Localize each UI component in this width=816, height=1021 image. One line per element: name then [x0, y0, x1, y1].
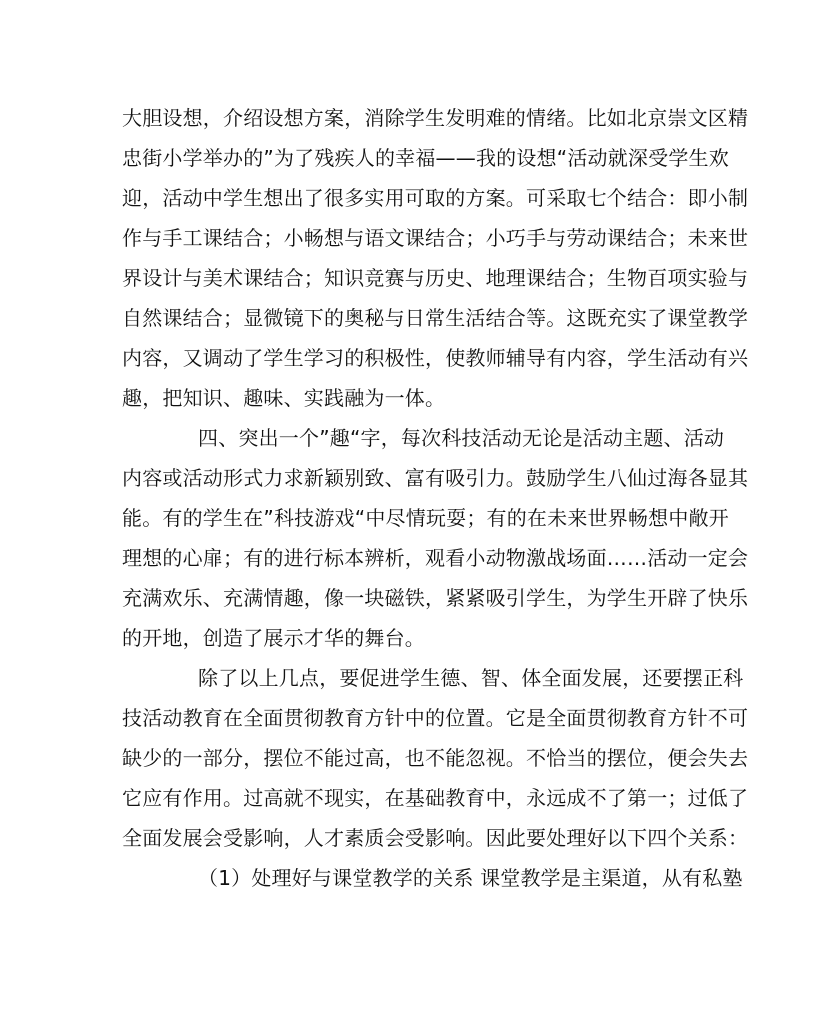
- paragraph-4: [122, 858, 743, 898]
- text-line: 内容，又调动了学生学习的积极性，使教师辅导有内容，学生活动有兴: [122, 346, 749, 370]
- text-line: 趣，把知识、趣味、实践融为一体。: [122, 386, 446, 410]
- text-line: 技活动教育在全面贯彻教育方针中的位置。它是全面贯彻教育方针不可: [122, 706, 749, 730]
- paragraph-2: [122, 418, 749, 658]
- text-line: 除了以上几点，要促进学生德、智、体全面发展，还要摆正科: [198, 666, 744, 690]
- text-line: 大胆设想，介绍设想方案，消除学生发明难的情绪。比如北京崇文区精: [122, 106, 749, 130]
- text-line: 能。有的学生在”科技游戏“中尽情玩耍；有的在未来世界畅想中敞开: [122, 506, 729, 530]
- text-line: 忠街小学举办的”为了残疾人的幸福——我的设想“活动就深受学生欢: [122, 146, 729, 170]
- text-line: 内容或活动形式力求新颖别致、富有吸引力。鼓励学生八仙过海各显其: [122, 466, 749, 490]
- text-line: 的开地，创造了展示才华的舞台。: [122, 626, 425, 650]
- document-body: [122, 98, 749, 898]
- text-line: 缺少的一部分，摆位不能过高，也不能忽视。不恰当的摆位，便会失去: [122, 746, 749, 770]
- text-line: 界设计与美术课结合；知识竞赛与历史、地理课结合；生物百项实验与: [122, 266, 749, 290]
- text-line: 理想的心扉；有的进行标本辨析，观看小动物激战场面……活动一定会: [122, 546, 749, 570]
- text-line: 它应有作用。过高就不现实，在基础教育中，永远成不了第一；过低了: [122, 786, 749, 810]
- text-line: 充满欢乐、充满情趣，像一块磁铁，紧紧吸引学生，为学生开辟了快乐: [122, 586, 749, 610]
- paragraph-1: [122, 98, 749, 418]
- text-line: 自然课结合；显微镜下的奥秘与日常生活结合等。这既充实了课堂教学: [122, 306, 749, 330]
- text-line: （1）处理好与课堂教学的关系 课堂教学是主渠道，从有私塾: [198, 866, 743, 890]
- text-line: 作与手工课结合；小畅想与语文课结合；小巧手与劳动课结合；未来世: [122, 226, 749, 250]
- text-line: 全面发展会受影响，人才素质会受影响。因此要处理好以下四个关系：: [122, 826, 749, 850]
- text-line: 四、突出一个”趣“字，每次科技活动无论是活动主题、活动: [198, 426, 725, 450]
- paragraph-3: [122, 658, 749, 858]
- text-line: 迎，活动中学生想出了很多实用可取的方案。可采取七个结合：即小制: [122, 186, 749, 210]
